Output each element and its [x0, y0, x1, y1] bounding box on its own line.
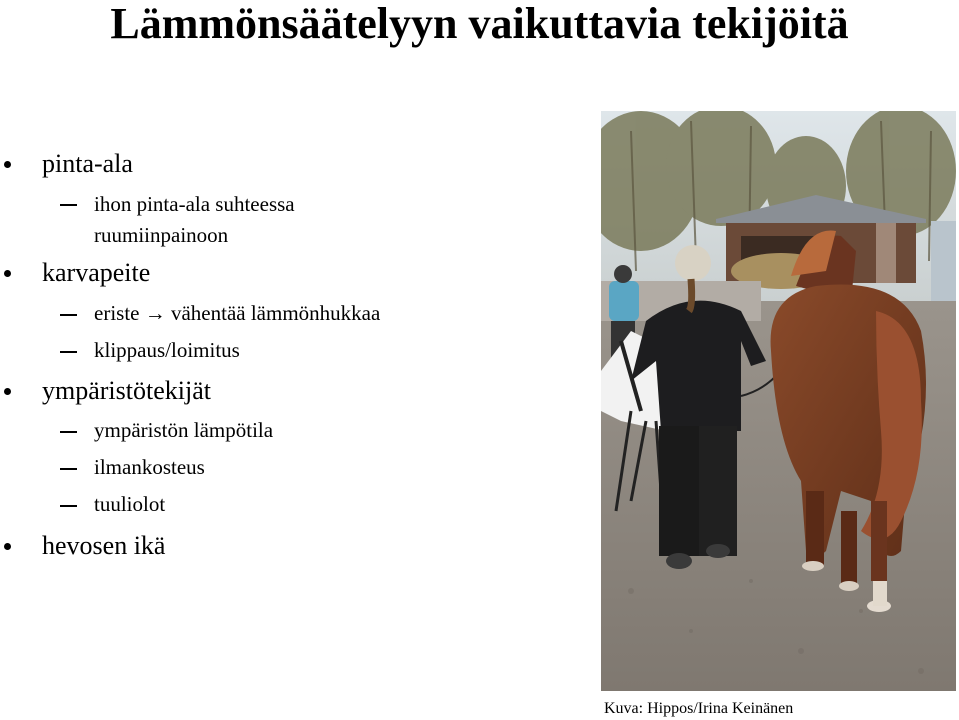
bullet-item: ympäristötekijät — [42, 376, 211, 405]
sub-bullet-item: ihon pinta-ala suhteessa — [94, 192, 295, 216]
bullet-item: hevosen ikä — [42, 531, 166, 560]
horse-walking-photo-icon — [601, 111, 956, 691]
bullet-dash-icon — [60, 314, 77, 316]
bullet-dash-icon — [60, 204, 77, 206]
sub-bullet-item: klippaus/loimitus — [94, 338, 240, 362]
bullet-dash-icon — [60, 431, 77, 433]
photo-caption: Kuva: Hippos/Irina Keinänen — [604, 700, 794, 717]
bullet-dot-icon — [4, 388, 11, 395]
sub-bullet-item: ympäristön lämpötila — [94, 418, 274, 442]
bullet-dash-icon — [60, 468, 77, 470]
sub-bullet-item: eriste → vähentää lämmönhukkaa — [94, 301, 381, 325]
bullet-item: karvapeite — [42, 258, 151, 287]
sub-bullet-item-continued: ruumiinpainoon — [94, 223, 229, 247]
bullet-dash-icon — [60, 505, 77, 507]
bullet-dot-icon — [4, 543, 11, 550]
bullet-item: pinta-ala — [42, 149, 133, 178]
bullet-dot-icon — [4, 270, 11, 277]
slide-title: Lämmönsäätelyyn vaikuttavia tekijöitä — [110, 0, 849, 48]
bullet-dot-icon — [4, 161, 11, 168]
horse-photo — [601, 111, 956, 691]
bullet-dash-icon — [60, 351, 77, 353]
sub-bullet-item: tuuliolot — [94, 492, 166, 516]
sub-bullet-item: ilmankosteus — [94, 455, 205, 479]
